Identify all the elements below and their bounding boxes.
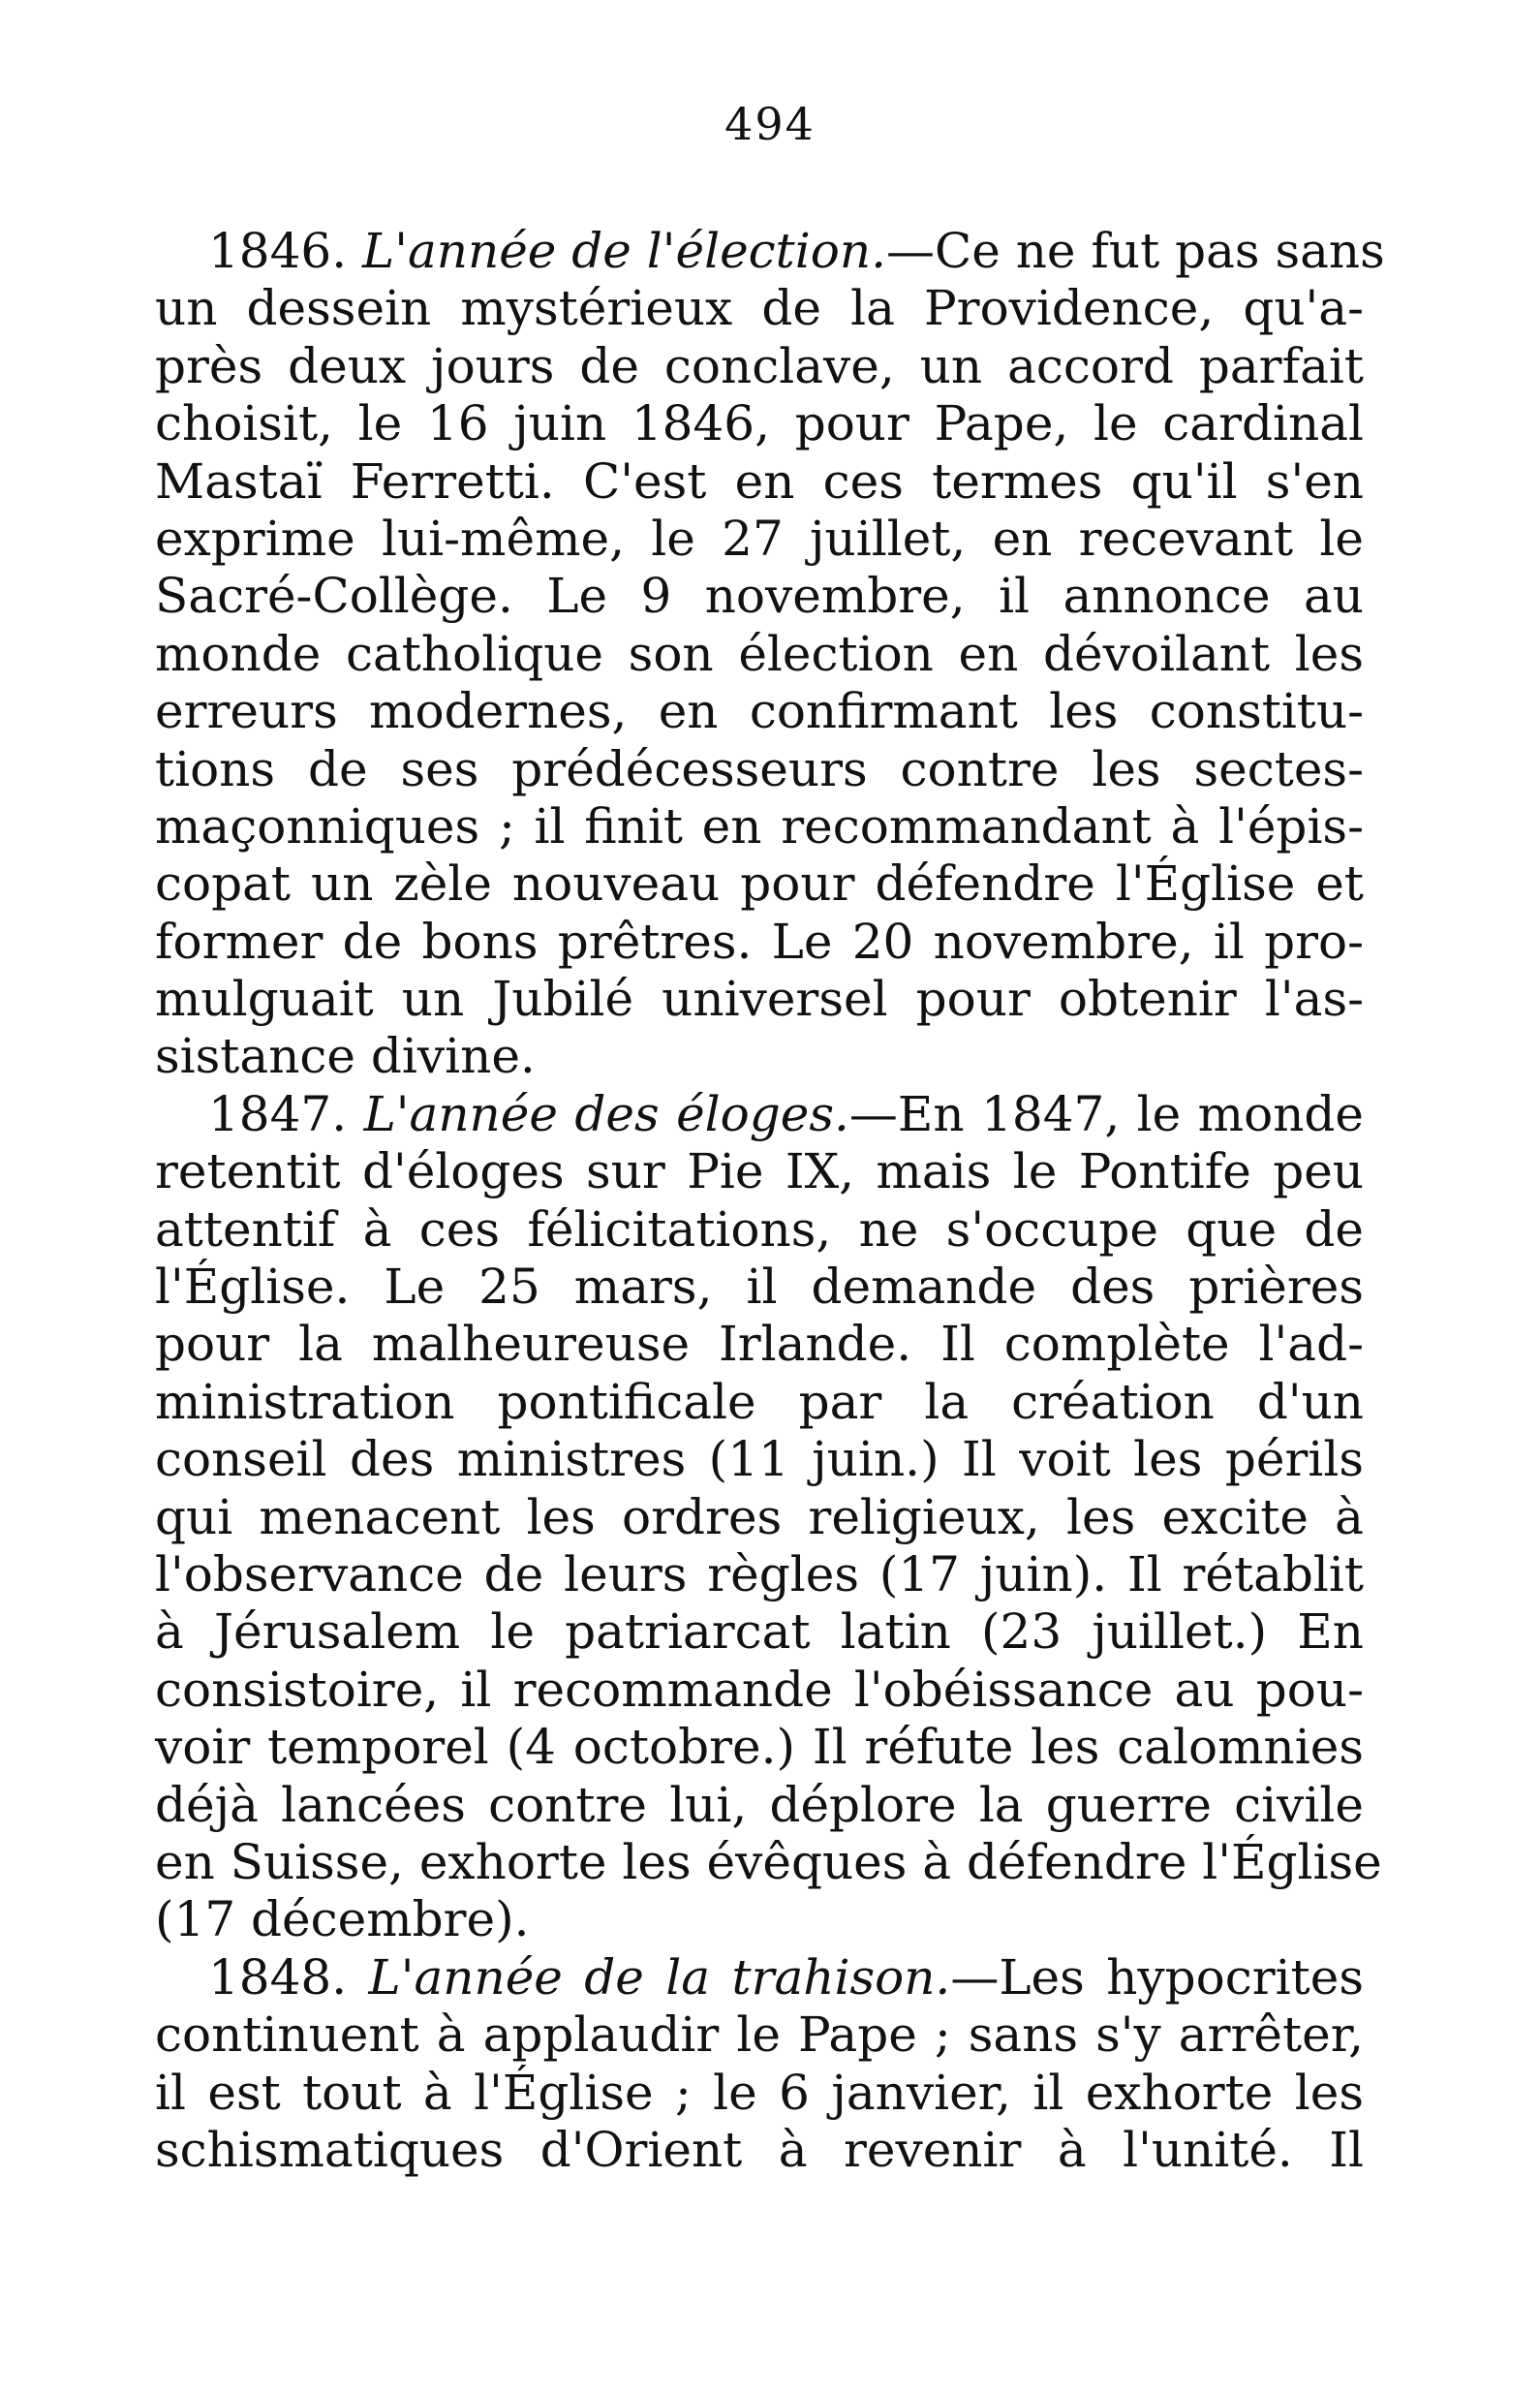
- body-text: [155, 223, 1385, 2179]
- text-line: erreurs modernes, en confirmant les constitu-: [155, 683, 1364, 740]
- section-heading-1847: L'année des éloges.: [363, 1085, 849, 1142]
- year-1848: 1848.: [208, 1948, 369, 2006]
- text-line: qui menacent les ordres religieux, les excite à: [155, 1488, 1364, 1545]
- text-line-1848-heading: [155, 1949, 1364, 2006]
- text-line: consistoire, il recommande l'obéissance au pou-: [155, 1661, 1364, 1718]
- section-heading-1846: L'année de l'élection.: [362, 223, 886, 279]
- page-number: 494: [724, 98, 816, 150]
- text-line: Sacré-Collège. Le 9 novembre, il annonce au: [155, 568, 1364, 625]
- text-line: attentif à ces félicitations, ne s'occupe que de: [155, 1200, 1364, 1258]
- text-line: copat un zèle nouveau pour défendre l'Église et: [155, 855, 1364, 913]
- text-line: l'Église. Le 25 mars, il demande des prières: [155, 1259, 1364, 1316]
- text-line-1847-heading: [155, 1086, 1364, 1143]
- text-line: monde catholique son élection en dévoilant les: [155, 625, 1364, 682]
- text-line: choisit, le 16 juin 1846, pour Pape, le cardinal: [155, 395, 1364, 452]
- text-line: maçonniques ; il finit en recommandant à l'épis-: [155, 797, 1364, 855]
- text-line: retentit d'éloges sur Pie IX, mais le Pontife peu: [155, 1143, 1364, 1200]
- text-line: près deux jours de conclave, un accord parfait: [155, 337, 1364, 394]
- text-line: ministration pontificale par la création d'un: [155, 1373, 1364, 1430]
- text-line: un dessein mystérieux de la Providence, qu'a-: [155, 280, 1364, 337]
- text-line: voir temporel (4 octobre.) Il réfute les calomnies: [155, 1719, 1364, 1776]
- text-line: tions de ses prédécesseurs contre les sectes-: [155, 740, 1364, 797]
- line-continuation: —Les hypocrites: [950, 1948, 1364, 2006]
- text-line-paragraph-end: (17 décembre).: [155, 1891, 530, 1948]
- text-line: schismatiques d'Orient à revenir à l'unité. Il: [155, 2121, 1364, 2178]
- text-line: conseil des ministres (11 juin.) Il voit les périls: [155, 1431, 1364, 1488]
- text-line-1846-heading: [155, 223, 1385, 280]
- text-line: former de bons prêtres. Le 20 novembre, il pro-: [155, 913, 1364, 970]
- text-line: Mastaï Ferretti. C'est en ces termes qu'il s'en: [155, 452, 1364, 510]
- line-continuation: —En 1847, le monde: [848, 1085, 1364, 1142]
- text-line: mulguait un Jubilé universel pour obtenir l'as-: [155, 971, 1364, 1028]
- text-line: pour la malheureuse Irlande. Il complète l'ad-: [155, 1316, 1364, 1373]
- text-line: il est tout à l'Église ; le 6 janvier, il exhorte les: [155, 2064, 1364, 2121]
- text-line: à Jérusalem le patriarcat latin (23 juillet.) En: [155, 1603, 1364, 1661]
- text-line: exprime lui-même, le 27 juillet, en recevant le: [155, 510, 1364, 567]
- line-continuation: —Ce ne fut pas sans: [885, 223, 1385, 279]
- section-heading-1848: L'année de la trahison.: [368, 1948, 951, 2006]
- year-1847: 1847.: [208, 1085, 364, 1142]
- text-line: déjà lancées contre lui, déplore la guerre civile: [155, 1776, 1364, 1833]
- text-line: en Suisse, exhorte les évêques à défendre l'Église: [155, 1833, 1382, 1890]
- text-line: l'observance de leurs règles (17 juin). Il rétablit: [155, 1545, 1364, 1602]
- year-1846: 1846.: [208, 223, 363, 279]
- text-line-paragraph-end: sistance divine.: [155, 1028, 536, 1085]
- text-line: continuent à applaudir le Pape ; sans s'y arrêter,: [155, 2006, 1364, 2064]
